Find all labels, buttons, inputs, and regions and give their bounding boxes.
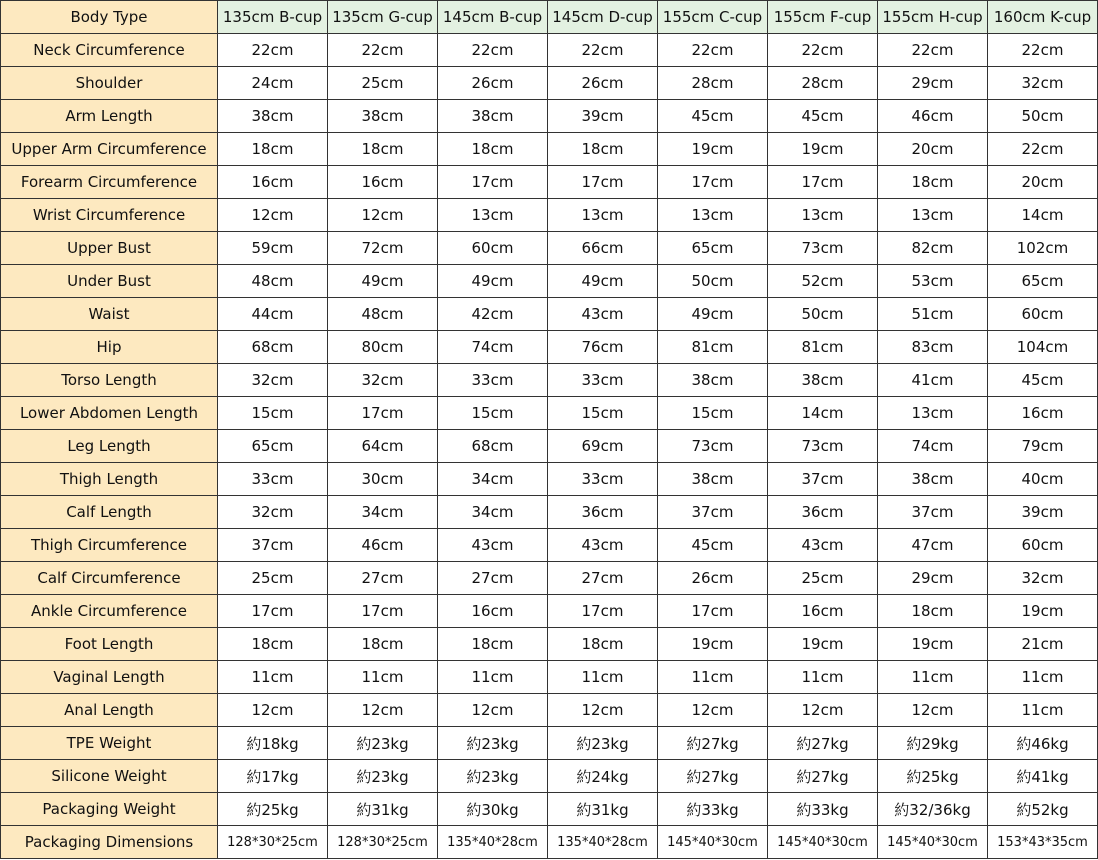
- table-cell: 12cm: [548, 694, 658, 727]
- row-label: Packaging Dimensions: [1, 826, 218, 859]
- table-cell: 38cm: [438, 100, 548, 133]
- row-label: Calf Circumference: [1, 562, 218, 595]
- table-cell: 41cm: [878, 364, 988, 397]
- table-cell: 65cm: [988, 265, 1098, 298]
- table-cell: 約31kg: [548, 793, 658, 826]
- row-label: Neck Circumference: [1, 34, 218, 67]
- table-cell: 76cm: [548, 331, 658, 364]
- table-cell: 17cm: [438, 166, 548, 199]
- table-cell: 25cm: [768, 562, 878, 595]
- table-cell: 19cm: [658, 133, 768, 166]
- table-cell: 29cm: [878, 67, 988, 100]
- table-row: [1, 265, 1098, 298]
- table-cell: 13cm: [878, 199, 988, 232]
- table-cell: 約32/36kg: [878, 793, 988, 826]
- table-cell: 約23kg: [438, 727, 548, 760]
- table-cell: 49cm: [328, 265, 438, 298]
- table-cell: 36cm: [768, 496, 878, 529]
- table-cell: 32cm: [988, 562, 1098, 595]
- table-cell: 68cm: [218, 331, 328, 364]
- table-cell: 80cm: [328, 331, 438, 364]
- row-label: Lower Abdomen Length: [1, 397, 218, 430]
- table-cell: 20cm: [878, 133, 988, 166]
- table-cell: 79cm: [988, 430, 1098, 463]
- table-cell: 17cm: [768, 166, 878, 199]
- table-cell: 20cm: [988, 166, 1098, 199]
- table-cell: 48cm: [218, 265, 328, 298]
- table-cell: 60cm: [438, 232, 548, 265]
- table-cell: 33cm: [548, 364, 658, 397]
- table-cell: 22cm: [218, 34, 328, 67]
- row-label: Torso Length: [1, 364, 218, 397]
- table-cell: 約29kg: [878, 727, 988, 760]
- table-cell: 12cm: [768, 694, 878, 727]
- table-cell: 15cm: [438, 397, 548, 430]
- table-cell: 約30kg: [438, 793, 548, 826]
- table-cell: 135*40*28cm: [438, 826, 548, 859]
- table-cell: 145*40*30cm: [878, 826, 988, 859]
- table-cell: 64cm: [328, 430, 438, 463]
- table-cell: 50cm: [658, 265, 768, 298]
- table-cell: 32cm: [328, 364, 438, 397]
- table-cell: 13cm: [548, 199, 658, 232]
- table-cell: 25cm: [328, 67, 438, 100]
- table-cell: 約18kg: [218, 727, 328, 760]
- row-label: Forearm Circumference: [1, 166, 218, 199]
- table-cell: 39cm: [548, 100, 658, 133]
- table-cell: 約31kg: [328, 793, 438, 826]
- table-cell: 73cm: [768, 430, 878, 463]
- table-cell: 51cm: [878, 298, 988, 331]
- table-cell: 19cm: [878, 628, 988, 661]
- row-label: TPE Weight: [1, 727, 218, 760]
- table-cell: 22cm: [878, 34, 988, 67]
- table-cell: 約23kg: [438, 760, 548, 793]
- table-cell: 24cm: [218, 67, 328, 100]
- table-cell: 12cm: [438, 694, 548, 727]
- table-cell: 81cm: [768, 331, 878, 364]
- row-label: Anal Length: [1, 694, 218, 727]
- table-cell: 65cm: [658, 232, 768, 265]
- table-cell: 40cm: [988, 463, 1098, 496]
- table-cell: 43cm: [548, 529, 658, 562]
- table-cell: 33cm: [438, 364, 548, 397]
- table-cell: 37cm: [878, 496, 988, 529]
- table-cell: 22cm: [658, 34, 768, 67]
- table-cell: 34cm: [438, 496, 548, 529]
- table-cell: 18cm: [438, 133, 548, 166]
- table-cell: 44cm: [218, 298, 328, 331]
- table-cell: 65cm: [218, 430, 328, 463]
- table-cell: 46cm: [328, 529, 438, 562]
- table-row: [1, 628, 1098, 661]
- table-body: [1, 34, 1098, 859]
- table-cell: 68cm: [438, 430, 548, 463]
- table-cell: 16cm: [328, 166, 438, 199]
- table-cell: 12cm: [328, 694, 438, 727]
- table-cell: 12cm: [218, 694, 328, 727]
- table-cell: 43cm: [438, 529, 548, 562]
- column-header: 160cm K-cup: [988, 1, 1098, 34]
- row-label: Upper Bust: [1, 232, 218, 265]
- table-cell: 16cm: [438, 595, 548, 628]
- row-label: Calf Length: [1, 496, 218, 529]
- table-cell: 37cm: [218, 529, 328, 562]
- table-row: [1, 133, 1098, 166]
- table-cell: 30cm: [328, 463, 438, 496]
- table-cell: 26cm: [438, 67, 548, 100]
- table-cell: 72cm: [328, 232, 438, 265]
- table-cell: 11cm: [768, 661, 878, 694]
- table-row: [1, 793, 1098, 826]
- table-cell: 104cm: [988, 331, 1098, 364]
- table-cell: 約23kg: [328, 727, 438, 760]
- table-cell: 33cm: [548, 463, 658, 496]
- table-cell: 45cm: [658, 100, 768, 133]
- table-cell: 32cm: [218, 496, 328, 529]
- table-row: [1, 661, 1098, 694]
- table-cell: 19cm: [768, 628, 878, 661]
- table-cell: 48cm: [328, 298, 438, 331]
- table-cell: 11cm: [988, 661, 1098, 694]
- table-cell: 約46kg: [988, 727, 1098, 760]
- table-cell: 15cm: [658, 397, 768, 430]
- table-cell: 38cm: [218, 100, 328, 133]
- table-row: [1, 232, 1098, 265]
- table-cell: 22cm: [328, 34, 438, 67]
- table-cell: 43cm: [548, 298, 658, 331]
- table-cell: 12cm: [658, 694, 768, 727]
- table-row: [1, 529, 1098, 562]
- column-header: 145cm B-cup: [438, 1, 548, 34]
- table-row: [1, 331, 1098, 364]
- table-cell: 約23kg: [548, 727, 658, 760]
- table-cell: 11cm: [328, 661, 438, 694]
- table-cell: 15cm: [548, 397, 658, 430]
- table-cell: 11cm: [878, 661, 988, 694]
- table-cell: 13cm: [658, 199, 768, 232]
- table-cell: 18cm: [328, 133, 438, 166]
- table-row: [1, 34, 1098, 67]
- row-label: Thigh Circumference: [1, 529, 218, 562]
- table-cell: 約27kg: [768, 727, 878, 760]
- table-cell: 22cm: [438, 34, 548, 67]
- corner-label: Body Type: [1, 1, 218, 34]
- table-cell: 約27kg: [658, 727, 768, 760]
- table-cell: 14cm: [768, 397, 878, 430]
- table-cell: 18cm: [438, 628, 548, 661]
- row-label: Ankle Circumference: [1, 595, 218, 628]
- table-row: [1, 430, 1098, 463]
- table-cell: 39cm: [988, 496, 1098, 529]
- table-cell: 60cm: [988, 298, 1098, 331]
- table-cell: 11cm: [218, 661, 328, 694]
- table-cell: 約24kg: [548, 760, 658, 793]
- table-cell: 17cm: [658, 595, 768, 628]
- table-cell: 11cm: [438, 661, 548, 694]
- row-label: Foot Length: [1, 628, 218, 661]
- table-cell: 18cm: [328, 628, 438, 661]
- table-cell: 17cm: [218, 595, 328, 628]
- table-cell: 約52kg: [988, 793, 1098, 826]
- table-cell: 52cm: [768, 265, 878, 298]
- table-cell: 16cm: [988, 397, 1098, 430]
- table-cell: 17cm: [328, 397, 438, 430]
- table-cell: 73cm: [768, 232, 878, 265]
- table-cell: 13cm: [438, 199, 548, 232]
- table-cell: 19cm: [768, 133, 878, 166]
- table-cell: 29cm: [878, 562, 988, 595]
- row-label: Hip: [1, 331, 218, 364]
- table-cell: 38cm: [768, 364, 878, 397]
- table-cell: 38cm: [658, 364, 768, 397]
- table-cell: 45cm: [658, 529, 768, 562]
- table-cell: 18cm: [218, 628, 328, 661]
- table-cell: 42cm: [438, 298, 548, 331]
- table-cell: 53cm: [878, 265, 988, 298]
- table-cell: 32cm: [218, 364, 328, 397]
- table-cell: 153*43*35cm: [988, 826, 1098, 859]
- table-cell: 38cm: [658, 463, 768, 496]
- table-cell: 17cm: [328, 595, 438, 628]
- table-cell: 12cm: [218, 199, 328, 232]
- table-row: [1, 463, 1098, 496]
- table-cell: 43cm: [768, 529, 878, 562]
- table-cell: 約27kg: [768, 760, 878, 793]
- table-cell: 約33kg: [658, 793, 768, 826]
- table-cell: 18cm: [218, 133, 328, 166]
- table-cell: 26cm: [658, 562, 768, 595]
- table-cell: 18cm: [548, 628, 658, 661]
- table-cell: 22cm: [768, 34, 878, 67]
- table-row: [1, 562, 1098, 595]
- table-cell: 34cm: [438, 463, 548, 496]
- column-header: 135cm B-cup: [218, 1, 328, 34]
- table-cell: 49cm: [658, 298, 768, 331]
- table-cell: 128*30*25cm: [218, 826, 328, 859]
- table-cell: 16cm: [768, 595, 878, 628]
- table-row: [1, 760, 1098, 793]
- table-cell: 60cm: [988, 529, 1098, 562]
- row-label: Under Bust: [1, 265, 218, 298]
- table-cell: 74cm: [438, 331, 548, 364]
- table-cell: 13cm: [878, 397, 988, 430]
- row-label: Shoulder: [1, 67, 218, 100]
- table-cell: 135*40*28cm: [548, 826, 658, 859]
- table-cell: 27cm: [438, 562, 548, 595]
- row-label: Vaginal Length: [1, 661, 218, 694]
- table-row: [1, 166, 1098, 199]
- table-cell: 22cm: [988, 133, 1098, 166]
- table-cell: 17cm: [548, 595, 658, 628]
- table-cell: 約33kg: [768, 793, 878, 826]
- table-cell: 38cm: [878, 463, 988, 496]
- table-cell: 約41kg: [988, 760, 1098, 793]
- table-cell: 28cm: [768, 67, 878, 100]
- row-label: Wrist Circumference: [1, 199, 218, 232]
- table-header: [1, 1, 1098, 34]
- table-cell: 32cm: [988, 67, 1098, 100]
- table-row: [1, 826, 1098, 859]
- table-cell: 128*30*25cm: [328, 826, 438, 859]
- table-cell: 145*40*30cm: [658, 826, 768, 859]
- table-cell: 49cm: [438, 265, 548, 298]
- column-header: 155cm H-cup: [878, 1, 988, 34]
- table-cell: 19cm: [658, 628, 768, 661]
- table-cell: 11cm: [658, 661, 768, 694]
- table-cell: 49cm: [548, 265, 658, 298]
- table-cell: 73cm: [658, 430, 768, 463]
- table-cell: 50cm: [988, 100, 1098, 133]
- table-cell: 17cm: [548, 166, 658, 199]
- table-cell: 36cm: [548, 496, 658, 529]
- table-row: [1, 199, 1098, 232]
- column-header: 155cm C-cup: [658, 1, 768, 34]
- table-cell: 約25kg: [218, 793, 328, 826]
- table-cell: 11cm: [548, 661, 658, 694]
- table-cell: 22cm: [548, 34, 658, 67]
- table-cell: 12cm: [878, 694, 988, 727]
- table-cell: 18cm: [878, 166, 988, 199]
- row-label: Upper Arm Circumference: [1, 133, 218, 166]
- table-cell: 18cm: [548, 133, 658, 166]
- table-cell: 74cm: [878, 430, 988, 463]
- table-cell: 14cm: [988, 199, 1098, 232]
- table-cell: 25cm: [218, 562, 328, 595]
- table-cell: 59cm: [218, 232, 328, 265]
- table-cell: 17cm: [658, 166, 768, 199]
- table-cell: 34cm: [328, 496, 438, 529]
- table-cell: 82cm: [878, 232, 988, 265]
- table-cell: 21cm: [988, 628, 1098, 661]
- table-row: [1, 100, 1098, 133]
- table-cell: 145*40*30cm: [768, 826, 878, 859]
- table-cell: 28cm: [658, 67, 768, 100]
- table-cell: 27cm: [548, 562, 658, 595]
- column-header: 145cm D-cup: [548, 1, 658, 34]
- table-cell: 11cm: [988, 694, 1098, 727]
- table-cell: 33cm: [218, 463, 328, 496]
- table-cell: 37cm: [658, 496, 768, 529]
- row-label: Silicone Weight: [1, 760, 218, 793]
- column-header: 155cm F-cup: [768, 1, 878, 34]
- table-cell: 約17kg: [218, 760, 328, 793]
- row-label: Thigh Length: [1, 463, 218, 496]
- table-cell: 45cm: [988, 364, 1098, 397]
- table-row: [1, 298, 1098, 331]
- table-cell: 45cm: [768, 100, 878, 133]
- table-cell: 22cm: [988, 34, 1098, 67]
- table-cell: 13cm: [768, 199, 878, 232]
- table-row: [1, 694, 1098, 727]
- table-cell: 38cm: [328, 100, 438, 133]
- table-cell: 69cm: [548, 430, 658, 463]
- table-cell: 50cm: [768, 298, 878, 331]
- row-label: Packaging Weight: [1, 793, 218, 826]
- table-cell: 18cm: [878, 595, 988, 628]
- table-cell: 81cm: [658, 331, 768, 364]
- column-header: 135cm G-cup: [328, 1, 438, 34]
- table-cell: 約23kg: [328, 760, 438, 793]
- table-cell: 37cm: [768, 463, 878, 496]
- table-cell: 102cm: [988, 232, 1098, 265]
- table-row: [1, 67, 1098, 100]
- table-row: [1, 727, 1098, 760]
- table-row: [1, 595, 1098, 628]
- row-label: Leg Length: [1, 430, 218, 463]
- table-cell: 15cm: [218, 397, 328, 430]
- table-cell: 19cm: [988, 595, 1098, 628]
- table-cell: 12cm: [328, 199, 438, 232]
- table-cell: 26cm: [548, 67, 658, 100]
- table-cell: 約25kg: [878, 760, 988, 793]
- table-row: [1, 397, 1098, 430]
- row-label: Waist: [1, 298, 218, 331]
- table-row: [1, 496, 1098, 529]
- table-cell: 46cm: [878, 100, 988, 133]
- table-cell: 66cm: [548, 232, 658, 265]
- table-cell: 27cm: [328, 562, 438, 595]
- table-cell: 47cm: [878, 529, 988, 562]
- table-row: [1, 364, 1098, 397]
- table-cell: 16cm: [218, 166, 328, 199]
- row-label: Arm Length: [1, 100, 218, 133]
- header-row: [1, 1, 1098, 34]
- table-cell: 83cm: [878, 331, 988, 364]
- table-cell: 約27kg: [658, 760, 768, 793]
